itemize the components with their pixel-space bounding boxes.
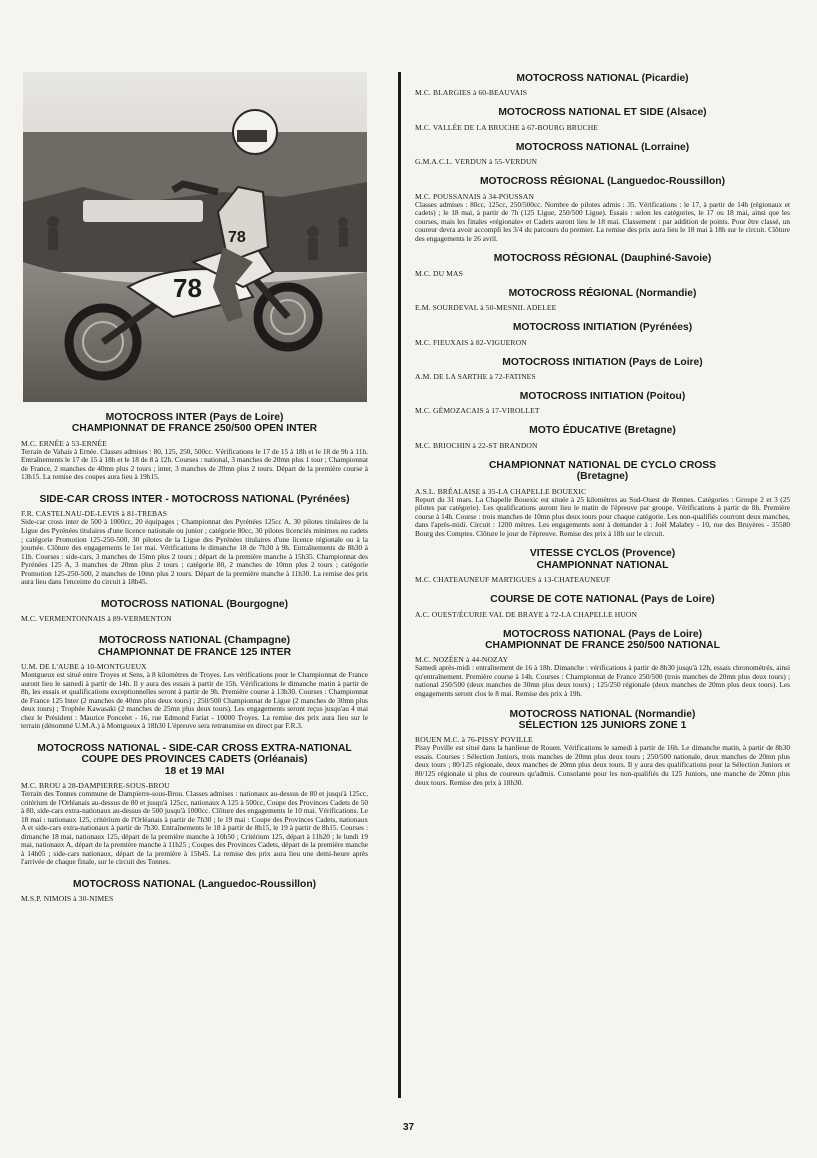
- event-details: Side-car cross inter de 500 à 1000cc, 20 équipages ; Championnat des Pyrénées 125cc A, 30 pilotes titulaires de la Ligue des Pyrénées titulaires d'une licence nationale ou junior ; catégorie 80cc, 30 pilotes licenciés minimes ou cadets ; catégorie Promotion 125-250-500, 30 pilotes de la Ligue des Pyrénées titulaires d'une licence régionale ou à la journée. Clôture des engagements le 1er mai. Vérifications le dimanche 18 de 7h30 à 9h. Entraînements de 8h30 à 11h. Courses : side-cars, 3 manches de 15mn plus 2 tours ; départ de la première manche à 15h35. Championnat des Pyrénées 125 A, 3 manches de 20mn plus 2 tours ; catégorie 80, 2 manches de 10mn plus 2 tours ; catégorie Promotion 125-250-500, 2 manches de 10mn plus 2 tours. Départ de la première manche à 11h30. La remise des prix aura lieu dans l'enceinte du circuit à 18h45.: [21, 517, 368, 587]
- organizing-club: M.C. DU MAS: [415, 268, 463, 278]
- event-heading-line: COURSE DE COTE NATIONAL (Pays de Loire): [490, 594, 715, 606]
- event-entry: [415, 594, 790, 618]
- organizing-club: U.M. DE L'AUBE à 10-MONTGUEUX: [21, 662, 147, 671]
- svg-text:78: 78: [173, 273, 202, 303]
- event-entry: [21, 494, 368, 587]
- event-heading-line: MOTOCROSS INITIATION (Pyrénées): [512, 322, 693, 334]
- organizing-club: A.M. DE LA SARTHE à 72-FATINES: [415, 371, 536, 381]
- organizing-club: M.C. VERMENTONNAIS à 89-VERMENTON: [21, 614, 172, 624]
- event-entry: [415, 288, 790, 312]
- event-heading-line: SÉLECTION 125 JUNIORS ZONE 1: [518, 719, 687, 731]
- event-heading: [415, 142, 790, 153]
- event-heading: [21, 635, 368, 658]
- event-heading-line: MOTO ÉDUCATIVE (Bretagne): [529, 425, 676, 437]
- event-entry: [415, 460, 790, 539]
- event-heading-line: VITESSE CYCLOS (Provence): [529, 548, 676, 560]
- organizing-club: A.C. OUEST/ÉCURIE VAL DE BRAYE à 72-LA CHAPELLE HUON: [415, 609, 638, 619]
- organizing-club: F.R. CASTELNAU-DE-LEVIS à 81-TREBAS: [21, 509, 168, 519]
- event-entry: [21, 412, 368, 482]
- event-entry: [21, 879, 368, 903]
- organizing-club: E.M. SOURDEVAL à 50-MESNIL ADELEE: [415, 303, 557, 313]
- event-entry: [415, 629, 790, 699]
- event-entry: [415, 709, 790, 788]
- organizing-club: M.C. POUSSANAIS à 34-POUSSAN: [415, 191, 535, 201]
- event-heading-line: CHAMPIONNAT DE FRANCE 250/500 NATIONAL: [485, 639, 720, 651]
- organizing-club: M.C. FIEUXAIS à 82-VIGUERON: [415, 337, 527, 347]
- event-details: Classes admises : 80cc, 125cc, 250/500cc. Nombre de pilotes admis : 35. Vérifications : le 17, à partir de 14h (régionaux et cadets) ; le 18 mai, à partir de 7h (125 Ligue, 250/500 Ligue). Essais : selon les catégories, le 17 ou 18 mai, ainsi que les courses, mais les finales «régionale» et Cadets auront lieu le 18 mai. Classement : par addition de points. Pour être classé, un coureur devra avoir accompli les 3/4 du parcours du premier. La remise des prix aura lieu le 18 mai à 18h sur le circuit. Clôture des engagements le 26 avril.: [415, 199, 790, 243]
- organizing-club: M.C. BROU à 28-DAMPIERRE-SOUS-BROU: [21, 781, 170, 791]
- event-entry: [21, 743, 368, 867]
- svg-text:78: 78: [228, 229, 246, 246]
- left-event-list: [21, 412, 368, 903]
- event-entry: [415, 548, 790, 584]
- event-heading-line: COUPE DES PROVINCES CADETS (Orléanais): [81, 754, 308, 766]
- event-heading-line: MOTOCROSS NATIONAL - SIDE-CAR CROSS EXTRA-NATIONAL: [37, 742, 352, 754]
- event-heading: [415, 176, 790, 187]
- event-entry: [415, 322, 790, 346]
- event-heading-line: MOTOCROSS RÉGIONAL (Normandie): [508, 287, 697, 299]
- event-heading-line: CHAMPIONNAT NATIONAL DE CYCLO CROSS: [488, 459, 717, 471]
- event-heading-line: CHAMPIONNAT NATIONAL: [536, 559, 669, 571]
- event-heading: [415, 357, 790, 368]
- event-details: Terrain de Vahais à Ernée. Classes admises : 80, 125, 250, 500cc. Vérifications le 17 de 15 à 18h et le 18 de 9h à 11h. Entraînements le 17 de 15 à 18h et le 18 de 8 à 12h. Courses : national, 3 manches de 20mn plus 1 tour ; Championnat de France, 2 manches de 40mn plus 2 tours ; inter, 3 manches de 20mn plus 2 tours. Départ de la première course à 13h15. La remise des coupes aura lieu à 19h15.: [21, 446, 368, 482]
- right-column: [415, 72, 790, 787]
- event-heading: [415, 425, 790, 436]
- event-entry: [415, 73, 790, 97]
- event-heading-line: MOTOCROSS NATIONAL ET SIDE (Alsace): [498, 107, 707, 119]
- event-heading: [21, 412, 368, 435]
- event-details: Pissy Poville est situé dans la banlieue de Rouen. Vérifications le samedi à partir de 16h. Le dimanche matin, à partir de 8h30 essais. Courses : Sélection Juniors, trois manches de 20mn plus deux tours ; 250/500 nationale, deux manches de 20mn plus deux tours ; 80/125 régionale, deux manches de 20mn plus deux tours. Il y aura des qualifications pour la Sélection Juniors et 80/125 régionale si plus de coureurs qu'admis. Consolante pour les non-qualifiés du 125 Juniors, une manche de 20mn plus deux tours. Remise des prix à 18h30.: [415, 743, 790, 787]
- event-heading: [415, 288, 790, 299]
- right-event-list: [415, 73, 790, 787]
- event-details: Samedi après-midi : entraînement de 16 à 18h. Dimanche : vérifications à partir de 8h30 jusqu'à 12h, essais chronométrés, ainsi qu'entraînement. Première course à 14h. Courses : Championnat de France 250/500 (trois manches de 20mn plus deux tours) ; national 250/500 (deux manches de 30mn plus deux tours) ; 125/250 régionale (deux manches de 20mn plus deux tours). Les engagements seront clos le 8 mai. Remise des prix à 19h.: [415, 663, 790, 699]
- organizing-club: ROUEN M.C. à 76-PISSY POVILLE: [415, 735, 533, 745]
- event-heading-line: MOTOCROSS NATIONAL (Lorraine): [515, 141, 690, 153]
- event-heading-line: MOTOCROSS RÉGIONAL (Dauphiné-Savoie): [493, 253, 712, 265]
- event-entry: [415, 176, 790, 243]
- event-details: Report du 31 mars. La Chapelle Bouexic est située à 25 kilomètres au Sud-Ouest de Rennes. Catégories : Groupe 2 et 3 (25 pilotes par catégorie). Les qualifications auront lieu le matin de l'épreuve par groupe. Vérifications à partir de 8h. Première course à 14h. Course : trois manches de 10mn plus deux tours pour chaque catégorie. Les non-qualifiés courront deux manches, dans l'après-midi. Circuit : 1200 mètres. Les engagements sont à demander à : Joël Malabry - 10, rue des Bruyères - 35580 Bourg des Comptes. Clôture le jour de l'épreuve. Remise des prix à 18h sur le circuit.: [415, 494, 790, 538]
- event-heading-line: MOTOCROSS INITIATION (Pays de Loire): [502, 356, 703, 368]
- event-details: Terrain des Tonnes commune de Dampierre-sous-Brou. Classes admises : nationaux au-dessus de 80 et jusqu'à 125cc, critérium de l'Orléanais au-dessus de 80 et jusqu'à 125cc, nationaux A 125 à 500cc, Coupe des Provinces Cadets de 50 à 80, side-cars extra-nationaux au-dessus de 500 jusqu'à 1000cc. Clôture des engagements le 10 mai. Vérifications. Le 18 mai : nationaux 125, critérium de l'Orléanais à partir de 7h30 ; le 19 mai : Coupe des Provinces Cadets, nationaux A et side-cars extra-nationaux à partir de 7h30. Entraînements le 18 à partir de 8h15, le 19 à partir de 8h15. Courses : dimanche 18 mai, nationaux 125, départ de la première manche à 10h50 ; Critérium 125, départ à 11h20 ; le lundi 19 mai, nationaux A, départ de la première manche à 11h25 ; Coupes des Provinces Cadets, départ de la première manche à 14h05 ; side-cars nationaux, départ de la première à 15h45. La remise des prix aura lieu une demi-heure après l'arrivée de chaque finale, sur le circuit des Tonnes.: [21, 789, 368, 867]
- event-entry: [415, 253, 790, 277]
- organizing-club: G.M.A.C.L. VERDUN à 55-VERDUN: [415, 157, 538, 167]
- event-entry: [21, 599, 368, 623]
- event-heading: [415, 322, 790, 333]
- event-heading: [415, 460, 790, 483]
- event-heading-line: MOTOCROSS NATIONAL (Normandie): [509, 708, 696, 720]
- event-heading-line: MOTOCROSS RÉGIONAL (Languedoc-Roussillon): [479, 176, 726, 188]
- event-heading-line: 18 et 19 MAI: [164, 765, 225, 777]
- event-heading-line: MOTOCROSS NATIONAL (Champagne): [98, 635, 291, 647]
- event-heading-line: SIDE-CAR CROSS INTER - MOTOCROSS NATIONAL (Pyrénées): [39, 494, 350, 505]
- event-heading: [21, 879, 368, 890]
- organizing-club: M.S.P. NIMOIS à 30-NIMES: [21, 894, 114, 904]
- event-entry: [415, 425, 790, 449]
- event-heading: [415, 253, 790, 264]
- event-heading-line: MOTOCROSS NATIONAL (Pays de Loire): [502, 628, 703, 640]
- organizing-club: M.C. GÉMOZACAIS à 17-VIROLLET: [415, 406, 540, 416]
- event-heading-line: CHAMPIONNAT DE FRANCE 125 INTER: [97, 646, 292, 658]
- event-heading: [21, 599, 368, 610]
- event-heading: [415, 709, 790, 732]
- organizing-club: M.C. VALLÉE DE LA BRUCHE à 67-BOURG BRUCHE: [415, 122, 599, 132]
- event-entry: [21, 635, 368, 731]
- event-heading: [21, 494, 368, 505]
- event-heading-line: (Bretagne): [576, 471, 629, 483]
- event-heading-line: MOTOCROSS INTER (Pays de Loire): [105, 412, 284, 423]
- motocross-rider-photo: [23, 72, 367, 402]
- event-heading-line: MOTOCROSS NATIONAL (Picardie): [516, 73, 689, 84]
- event-heading: [415, 107, 790, 118]
- left-column: [21, 72, 368, 903]
- event-heading-line: MOTOCROSS NATIONAL (Languedoc-Roussillon): [72, 878, 317, 890]
- page-number: 37: [402, 1122, 415, 1133]
- event-heading: [21, 743, 368, 777]
- event-entry: [415, 357, 790, 381]
- event-entry: [415, 107, 790, 131]
- column-divider: [398, 72, 401, 1098]
- event-details: Montgueux est situé entre Troyes et Sens, à 8 kilomètres de Troyes. Les vérifications pour le Championnat de France auront lieu le samedi à partir de 14h. Il y aura des essais à partir de 15h. Vérifications le dimanche matin à partir de 8h, les essais et qualifications exceptionnelles seront à partir de 9h. Première course à 13h30. Courses : Championnat de France 125 Inter (2 manches de 40mn plus deux tours) ; 250/500 Championnat de Ligue (2 manches de 30mn plus deux tours) ; Trophée Kawasaki (2 manches de 25mn plus deux tours). Les engagements seront reçus jusqu'au 4 mai chez le Président : Maurice Poncelet - 16, rue Edmond Fariat - 10000 Troyes. La remise des prix aura lieu sur le terrain (dénommé U.M.A.) à Montgueux à 18h30 L'épreuve sera retransmise en direct par F.R.3.: [21, 670, 368, 731]
- event-heading: [415, 629, 790, 652]
- event-heading-line: CHAMPIONNAT DE FRANCE 250/500 OPEN INTER: [71, 423, 318, 435]
- event-heading: [415, 391, 790, 402]
- event-entry: [415, 142, 790, 166]
- event-heading: [415, 73, 790, 84]
- organizing-club: A.S.L. BRÉALAISE à 35-LA CHAPELLE BOUEXIC: [415, 486, 587, 496]
- organizing-club: M.C. NOZÉEN à 44-NOZAY: [415, 655, 509, 665]
- organizing-club: M.C. BRIOCHIN à 22-ST BRANDON: [415, 440, 538, 450]
- organizing-club: M.C. ERNÉE à 53-ERNÉE: [21, 438, 107, 448]
- event-heading-line: MOTOCROSS INITIATION (Poitou): [519, 390, 686, 402]
- motocross-rider-illustration: [23, 72, 367, 402]
- organizing-club: M.C. CHATEAUNEUF MARTIGUES à 13-CHATEAUNEUF: [415, 575, 611, 585]
- event-heading-line: MOTOCROSS NATIONAL (Bourgogne): [100, 598, 289, 610]
- organizing-club: M.C. BLARGIES à 60-BEAUVAIS: [415, 88, 528, 98]
- event-heading: [415, 548, 790, 571]
- event-entry: [415, 391, 790, 415]
- event-heading: [415, 594, 790, 605]
